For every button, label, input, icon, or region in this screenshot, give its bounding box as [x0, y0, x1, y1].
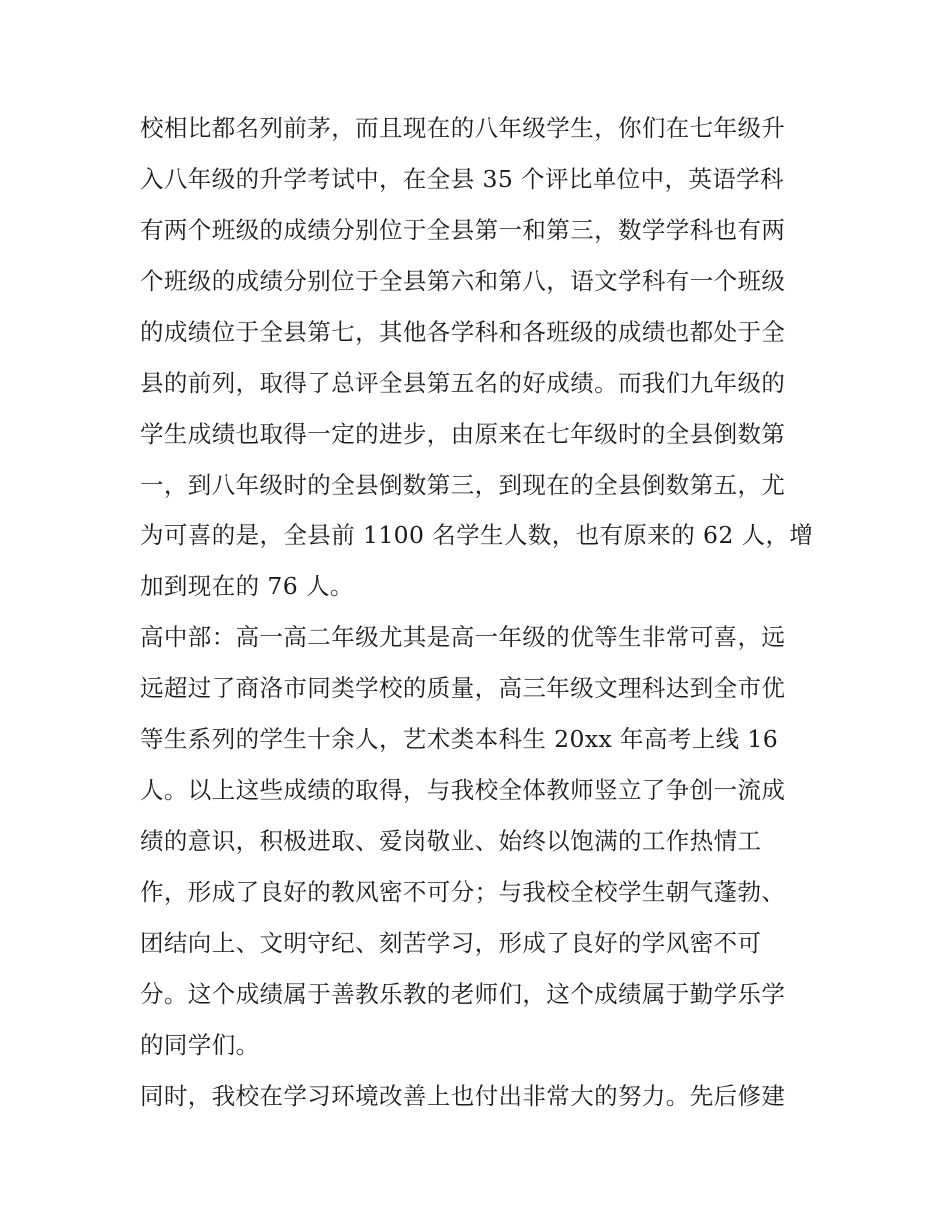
- text-line: 团结向上、文明守纪、刻苦学习，形成了良好的学风密不可: [140, 929, 762, 957]
- text-line: 为可喜的是，全县前 1100 名学生人数，也有原来的 62 人，增: [140, 521, 814, 549]
- text-line: 同时，我校在学习环境改善上也付出非常大的努力。先后修建: [140, 1082, 786, 1110]
- text-line: 有两个班级的成绩分别位于全县第一和第三，数学学科也有两: [140, 216, 786, 244]
- text-line: 校相比都名列前茅，而且现在的八年级学生，你们在七年级升: [140, 114, 786, 142]
- text-line: 分。这个成绩属于善教乐教的老师们，这个成绩属于勤学乐学: [140, 980, 786, 1008]
- text-line: 高中部：高一高二年级尤其是高一年级的优等生非常可喜，远: [140, 623, 786, 651]
- text-line: 等生系列的学生十余人，艺术类本科生 20xx 年高考上线 16: [140, 725, 779, 753]
- text-line: 的成绩位于全县第七，其他各学科和各班级的成绩也都处于全: [140, 318, 786, 346]
- text-line: 一，到八年级时的全县倒数第三，到现在的全县倒数第五，尤: [140, 471, 786, 499]
- text-line: 人。以上这些成绩的取得，与我校全体教师竖立了争创一流成: [140, 776, 786, 804]
- text-line: 绩的意识，积极进取、爱岗敬业、始终以饱满的工作热情工: [140, 827, 762, 855]
- text-line: 县的前列，取得了总评全县第五名的好成绩。而我们九年级的: [140, 369, 786, 397]
- text-line: 个班级的成绩分别位于全县第六和第八，语文学科有一个班级: [140, 267, 786, 295]
- text-line: 远超过了商洛市同类学校的质量，高三年级文理科达到全市优: [140, 674, 786, 702]
- text-line: 加到现在的 76 人。: [140, 572, 354, 600]
- text-line: 作，形成了良好的教风密不可分；与我校全校学生朝气蓬勃、: [140, 878, 786, 906]
- text-line: 入八年级的升学考试中，在全县 35 个评比单位中，英语学科: [140, 165, 784, 193]
- text-line: 学生成绩也取得一定的进步，由原来在七年级时的全县倒数第: [140, 420, 786, 448]
- text-line: 的同学们。: [140, 1031, 260, 1059]
